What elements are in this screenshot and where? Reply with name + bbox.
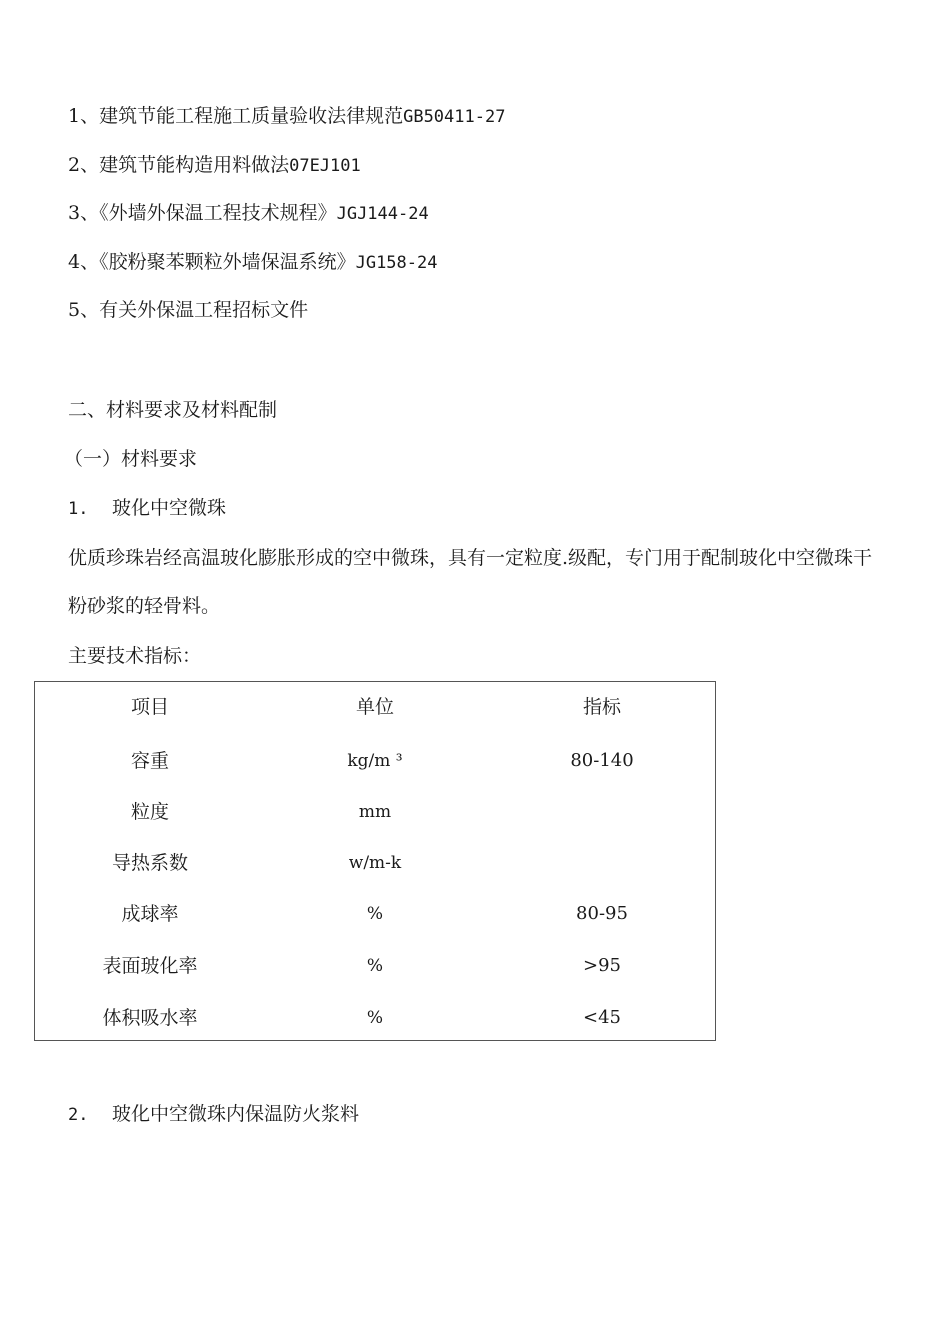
- cell-indicator: <45: [583, 1007, 621, 1028]
- cell-item: 成球率: [121, 903, 179, 925]
- table-row: [35, 951, 715, 981]
- cell-unit: %: [366, 904, 384, 924]
- cell-unit: kg/m ³: [347, 751, 403, 771]
- item-1-heading: 1. 玻化中空微珠: [68, 497, 227, 519]
- table-row: [35, 746, 715, 776]
- standard-2: 2、建筑节能构造用料做法07EJ101: [68, 154, 361, 176]
- cell-indicator: 80-140: [570, 750, 634, 771]
- table-row: [35, 797, 715, 827]
- item-2-heading: 2. 玻化中空微珠内保温防火浆料: [68, 1103, 360, 1125]
- header-item: 项目: [130, 696, 169, 718]
- cell-indicator: 80-95: [576, 903, 628, 924]
- item-1-description: 优质珍珠岩经高温玻化膨胀形成的空中微珠，具有一定粒度.级配，专门用于配制玻化中空微珠干粉砂浆的轻骨料。: [68, 547, 873, 617]
- cell-indicator: >95: [583, 955, 621, 976]
- cell-unit: mm: [358, 802, 392, 822]
- header-indicator: 指标: [582, 696, 621, 718]
- cell-item: 体积吸水率: [102, 1007, 198, 1029]
- cell-unit: %: [366, 1008, 384, 1028]
- table-header-row: [35, 692, 715, 722]
- standard-1: 1、建筑节能工程施工质量验收法律规范GB50411-27: [68, 105, 506, 127]
- cell-item: 容重: [130, 750, 169, 772]
- indicators-table: [34, 681, 716, 1041]
- table-row: [35, 1003, 715, 1033]
- cell-item: 导热系数: [111, 852, 188, 874]
- cell-item: 表面玻化率: [102, 955, 198, 977]
- cell-unit: w/m-k: [348, 853, 402, 873]
- table-row: [35, 848, 715, 878]
- standard-5: 5、有关外保温工程招标文件: [68, 299, 309, 321]
- section-title: 二、材料要求及材料配制: [68, 399, 278, 421]
- header-unit: 单位: [355, 696, 394, 718]
- cell-unit: %: [366, 956, 384, 976]
- indicators-label: 主要技术指标：: [68, 645, 202, 667]
- table-row: [35, 899, 715, 929]
- standard-4: 4、《胶粉聚苯颗粒外墙保温系统》JG158-24: [68, 251, 438, 273]
- cell-item: 粒度: [130, 801, 169, 823]
- subsection-title: （一）材料要求: [64, 448, 198, 470]
- standard-3: 3、《外墙外保温工程技术规程》JGJ144-24: [68, 202, 429, 224]
